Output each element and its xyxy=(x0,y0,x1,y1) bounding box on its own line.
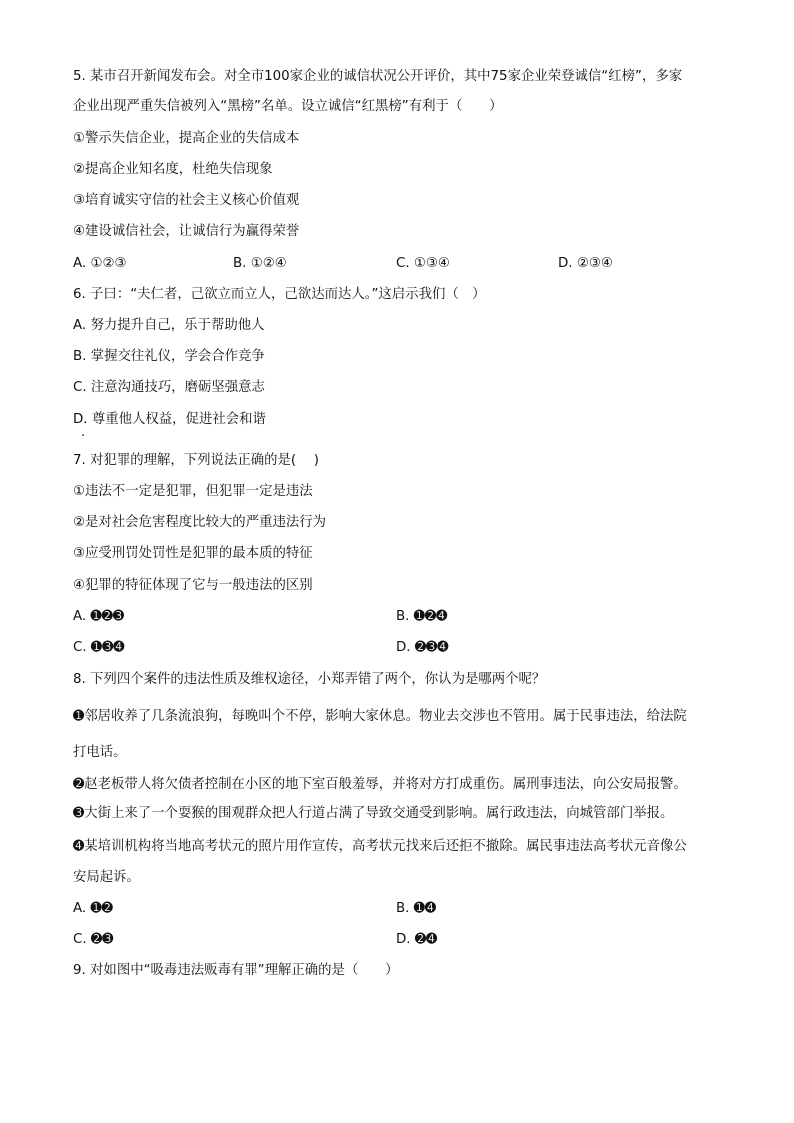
q7-option-d: D. ➋➌➍ xyxy=(396,640,449,655)
q7-option-b: B. ➊➋➍ xyxy=(396,609,448,624)
q8-option-d: D. ➋➍ xyxy=(396,932,438,947)
q7-item-4: ④犯罪的特征体现了它与一般违法的区别 xyxy=(73,578,313,593)
q8-item-2: ➋赵老板带人将欠债者控制在小区的地下室百般羞辱，并将对方打成重伤。属刑事违法，向公安局报警。 xyxy=(73,777,687,792)
q5-stem-line2: 企业出现严重失信被列入“黑榜”名单。设立诚信“红黑榜”有利于（ ） xyxy=(73,99,503,114)
q7-option-a: A. ➊➋➌ xyxy=(73,609,125,624)
q6-option-a: A. 努力提升自己，乐于帮助他人 xyxy=(73,318,265,333)
q5-item-2: ②提高企业知名度，杜绝失信现象 xyxy=(73,162,273,177)
q5-item-1: ①警示失信企业，提高企业的失信成本 xyxy=(73,131,300,146)
q8-item-1-line2: 打电话。 xyxy=(73,745,127,760)
q7-item-3: ③应受刑罚处罚性是犯罪的最本质的特征 xyxy=(73,546,313,561)
q9-stem: 9. 对如图中“吸毒违法贩毒有罪”理解正确的是（ ） xyxy=(73,963,399,978)
q5-option-c: C. ①③④ xyxy=(396,256,450,271)
q5-option-b: B. ①②④ xyxy=(233,256,287,271)
q8-option-c: C. ➋➌ xyxy=(73,932,114,947)
q5-item-4: ④建设诚信社会，让诚信行为赢得荣誉 xyxy=(73,224,300,239)
q8-item-4-line2: 安局起诉。 xyxy=(73,870,140,885)
stray-dot xyxy=(82,434,84,436)
q5-item-3: ③培育诚实守信的社会主义核心价值观 xyxy=(73,193,300,208)
q6-option-d: D. 尊重他人权益，促进社会和谐 xyxy=(73,412,266,427)
q8-item-3: ➌大街上来了一个耍猴的围观群众把人行道占满了导致交通受到影响。属行政违法，向城管部门举报。 xyxy=(73,806,674,821)
q8-stem: 8. 下列四个案件的违法性质及维权途径，小郑弄错了两个，你认为是哪两个呢？ xyxy=(73,672,546,687)
q7-item-1: ①违法不一定是犯罪，但犯罪一定是违法 xyxy=(73,484,313,499)
q8-option-b: B. ➊➍ xyxy=(396,901,437,916)
q7-stem: 7. 对犯罪的理解，下列说法正确的是( ) xyxy=(73,453,319,468)
q6-option-c: C. 注意沟通技巧，磨砺坚强意志 xyxy=(73,380,265,395)
q5-option-d: D. ②③④ xyxy=(558,256,613,271)
q8-option-a: A. ➊➋ xyxy=(73,901,113,916)
q6-option-b: B. 掌握交往礼仪，学会合作竞争 xyxy=(73,349,265,364)
q6-stem: 6. 子曰：“夫仁者，己欲立而立人，己欲达而达人。”这启示我们（ ） xyxy=(73,287,486,302)
q5-option-a: A. ①②③ xyxy=(73,256,127,271)
q8-item-4-line1: ➍某培训机构将当地高考状元的照片用作宣传，高考状元找来后还拒不撤除。属民事违法高考状元音像公 xyxy=(73,839,687,854)
q7-option-c: C. ➊➌➍ xyxy=(73,640,125,655)
q5-stem-line1: 5. 某市召开新闻发布会。对全市100家企业的诚信状况公开评价，其中75家企业荣登诚信“红榜”，多家 xyxy=(73,69,683,84)
q8-item-1-line1: ➊邻居收养了几条流浪狗，每晚叫个不停，影响大家休息。物业去交涉也不管用。属于民事违法，给法院 xyxy=(73,709,687,724)
q7-item-2: ②是对社会危害程度比较大的严重违法行为 xyxy=(73,515,327,530)
